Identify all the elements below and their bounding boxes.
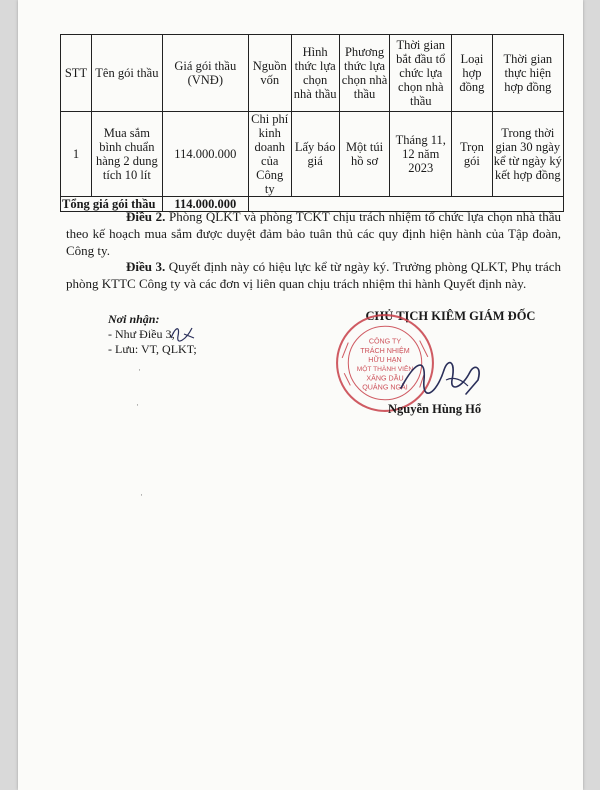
article-2 xyxy=(66,208,561,259)
document-page xyxy=(18,0,583,790)
article-3-text: Quyết định này có hiệu lực kể từ ngày ký. Trưởng phòng QLKT, Phụ trách phòng KTTC Công ty và các đơn vị liên quan chịu trách nhiệm thi hành Quyết định này. xyxy=(66,259,561,291)
col-stt: STT xyxy=(61,35,92,112)
scan-artifact: · xyxy=(136,400,139,410)
svg-text:CÔNG TY: CÔNG TY xyxy=(368,337,402,346)
total-value: 114.000.000 xyxy=(162,197,248,212)
svg-text:QUẢNG NGÃI: QUẢNG NGÃI xyxy=(362,383,408,392)
cell-method: Một túi hồ sơ xyxy=(339,112,390,197)
cell-duration: Trong thời gian 30 ngày kể từ ngày ký kết hợp đồng xyxy=(492,112,563,197)
svg-text:HỮU HẠN: HỮU HẠN xyxy=(368,355,402,364)
handwritten-signature xyxy=(396,350,486,400)
recipients-title: Nơi nhận: xyxy=(108,312,160,326)
cell-package-name: Mua sắm bình chuẩn hàng 2 dung tích 10 lít xyxy=(91,112,162,197)
col-duration: Thời gian thực hiện hợp đồng xyxy=(492,35,563,112)
col-price: Giá gói thầu (VNĐ) xyxy=(162,35,248,112)
recipient-item: - Lưu: VT, QLKT; xyxy=(108,342,197,356)
col-fund: Nguồn vốn xyxy=(248,35,291,112)
col-start-time: Thời gian bắt đầu tổ chức lựa chọn nhà thầu xyxy=(390,35,452,112)
col-form: Hình thức lựa chọn nhà thầu xyxy=(291,35,339,112)
bid-plan-table xyxy=(60,34,564,212)
cell-contract-type: Trọn gói xyxy=(452,112,492,197)
cell-start-time: Tháng 11, 12 năm 2023 xyxy=(390,112,452,197)
article-2-label: Điều 2. xyxy=(126,209,166,224)
recipient-item: - Như Điều 3; xyxy=(108,327,175,341)
initial-mark xyxy=(168,322,198,344)
col-method: Phương thức lựa chọn nhà thầu xyxy=(339,35,390,112)
col-package-name: Tên gói thầu xyxy=(91,35,162,112)
table-row xyxy=(61,112,564,197)
cell-price: 114.000.000 xyxy=(162,112,248,197)
cell-stt: 1 xyxy=(61,112,92,197)
total-label: Tổng giá gói thầu xyxy=(61,197,163,212)
scan-artifact: · xyxy=(138,365,141,375)
svg-text:MỘT THÀNH VIÊN: MỘT THÀNH VIÊN xyxy=(356,366,414,374)
scan-artifact: · xyxy=(140,490,143,500)
article-2-text: Phòng QLKT và phòng TCKT chịu trách nhiệm tổ chức lựa chọn nhà thầu theo kế hoạch mua sắm được duyệt đảm bảo tuân thủ các quy định hiện hành của Tập đoàn, Công ty. xyxy=(66,209,561,258)
article-3 xyxy=(66,258,561,292)
cell-form: Lấy báo giá xyxy=(291,112,339,197)
signer-name: Nguyễn Hùng Hổ xyxy=(388,402,482,416)
article-3-label: Điều 3. xyxy=(126,259,166,274)
col-contract-type: Loại hợp đồng xyxy=(452,35,492,112)
cell-fund: Chi phí kinh doanh của Công ty xyxy=(248,112,291,197)
table-header-row xyxy=(61,35,564,112)
svg-text:TRÁCH NHIỆM: TRÁCH NHIỆM xyxy=(360,346,410,355)
svg-text:XĂNG DẦU: XĂNG DẦU xyxy=(366,374,404,383)
signature-title: CHỦ TỊCH KIÊM GIÁM ĐỐC xyxy=(365,309,536,323)
